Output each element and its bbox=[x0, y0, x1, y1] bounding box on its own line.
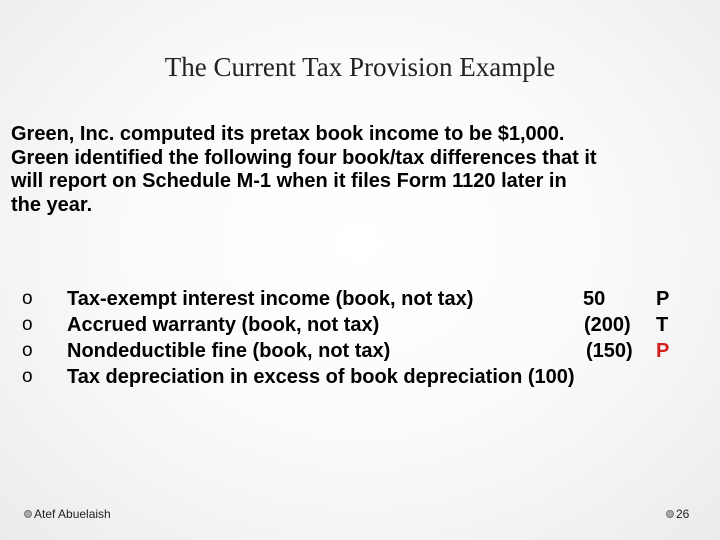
intro-line: the year. bbox=[11, 193, 93, 216]
bullet-circle-icon: o bbox=[22, 288, 33, 309]
list-item bbox=[22, 364, 682, 390]
item-description: Accrued warranty (book, not tax) bbox=[67, 314, 380, 336]
item-amount: (150) bbox=[586, 340, 633, 362]
intro-paragraph bbox=[11, 123, 711, 217]
author-name: Atef Abuelaish bbox=[34, 507, 111, 521]
bullet-circle-icon: o bbox=[22, 340, 33, 361]
item-type: P bbox=[656, 340, 670, 362]
footer-dot-icon bbox=[666, 510, 674, 518]
list-item bbox=[22, 338, 682, 364]
bullet-circle-icon: o bbox=[22, 314, 33, 335]
list-item bbox=[22, 312, 682, 338]
page-number: 26 bbox=[676, 507, 690, 521]
item-type: P bbox=[656, 288, 670, 310]
intro-line: Green, Inc. computed its pretax book income to be $1,000. bbox=[11, 123, 565, 145]
item-description: Tax-exempt interest income (book, not tax) bbox=[67, 288, 474, 310]
footer-dot-icon bbox=[24, 510, 32, 518]
item-description: Tax depreciation in excess of book depreciation (100) bbox=[67, 366, 575, 388]
item-type: T bbox=[656, 314, 669, 336]
intro-line: will report on Schedule M-1 when it files Form 1120 later in bbox=[11, 170, 567, 192]
footer-author bbox=[24, 507, 111, 521]
difference-list bbox=[22, 286, 682, 390]
intro-line: Green identified the following four book/tax differences that it bbox=[11, 146, 597, 169]
footer-page bbox=[666, 507, 689, 521]
item-amount: (200) bbox=[584, 314, 631, 336]
bullet-circle-icon: o bbox=[22, 366, 33, 387]
item-description: Nondeductible fine (book, not tax) bbox=[67, 340, 391, 362]
slide-title: The Current Tax Provision Example bbox=[164, 52, 556, 82]
item-amount: 50 bbox=[583, 288, 606, 310]
list-item bbox=[22, 286, 682, 312]
